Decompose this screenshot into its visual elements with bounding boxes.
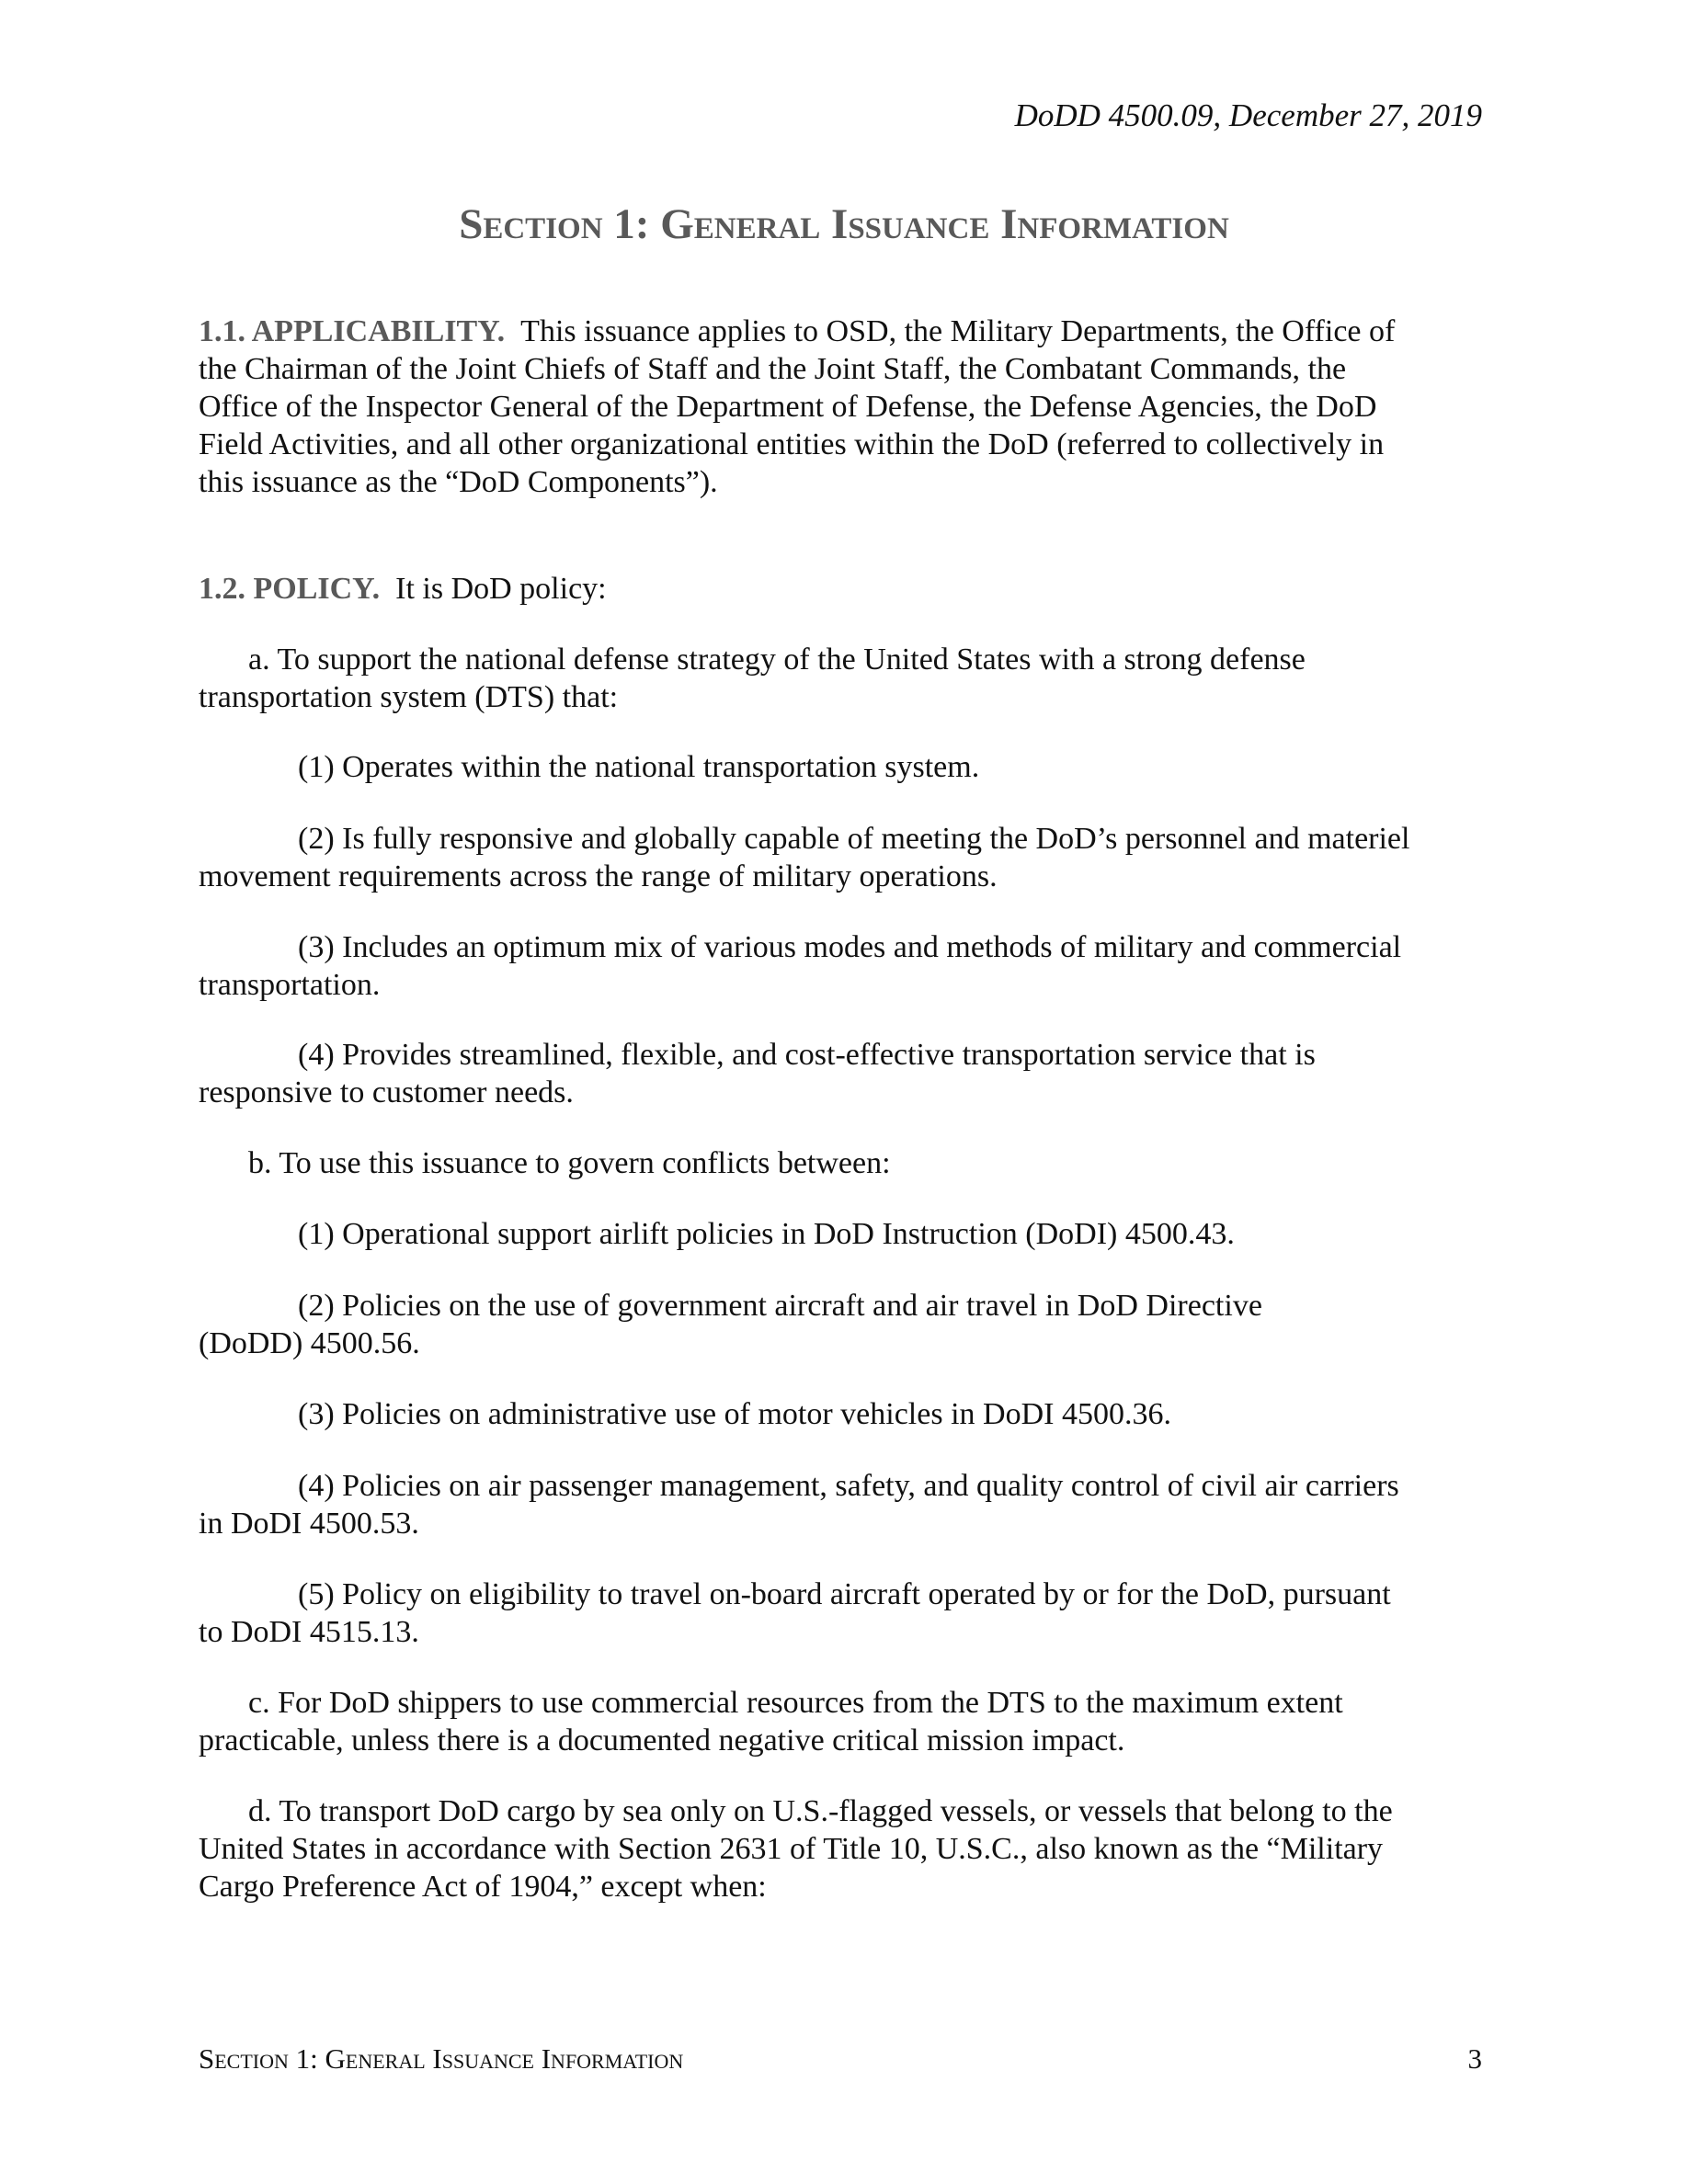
subitem-line: (2) Policies on the use of government aircraft and air travel in DoD Directive — [298, 1289, 1262, 1323]
subitem-line: (4) Provides streamlined, flexible, and cost-effective transportation service that is — [298, 1038, 1316, 1072]
policy-b-subitem-3 — [199, 1395, 1486, 1433]
paragraph-applicability — [199, 313, 1486, 501]
paragraph-policy — [199, 570, 1486, 608]
applicability-line: this issuance as the “DoD Components”). — [199, 465, 718, 499]
policy-b-subitem-2 — [199, 1287, 1486, 1362]
subitem-line: movement requirements across the range of military operations. — [199, 859, 998, 893]
policy-d-line: United States in accordance with Section 2631 of Title 10, U.S.C., also known as the “Military — [199, 1832, 1384, 1866]
policy-item-b — [199, 1144, 1486, 1182]
policy-c-line: practicable, unless there is a documented negative critical mission impact. — [199, 1723, 1125, 1757]
policy-b-subitem-5 — [199, 1575, 1486, 1651]
policy-a-subitem-1 — [199, 748, 1486, 786]
applicability-line: This issuance applies to OSD, the Military Departments, the Office of — [520, 314, 1396, 348]
policy-a-subitem-3 — [199, 928, 1486, 1004]
subitem-line: (5) Policy on eligibility to travel on-board aircraft operated by or for the DoD, pursuant — [298, 1577, 1391, 1611]
policy-c-line: c. For DoD shippers to use commercial resources from the DTS to the maximum extent — [248, 1686, 1343, 1720]
subitem-line: (4) Policies on air passenger management, safety, and quality control of civil air carriers — [298, 1469, 1399, 1503]
policy-b-subitem-1 — [199, 1215, 1486, 1253]
subitem-line: (1) Operates within the national transportation system. — [298, 750, 980, 784]
policy-item-c — [199, 1684, 1486, 1759]
applicability-line: Office of the Inspector General of the Department of Defense, the Defense Agencies, the DoD — [199, 390, 1377, 424]
policy-item-a — [199, 641, 1486, 716]
policy-d-line: Cargo Preference Act of 1904,” except when: — [199, 1870, 767, 1904]
applicability-line: Field Activities, and all other organizational entities within the DoD (referred to collectively in — [199, 427, 1385, 461]
policy-item-d — [199, 1792, 1486, 1905]
section-title: Section 1: General Issuance Information — [459, 200, 1229, 248]
document-header-id: DoDD 4500.09, December 27, 2019 — [1014, 97, 1482, 133]
subitem-line: (1) Operational support airlift policies in DoD Instruction (DoDI) 4500.43. — [298, 1217, 1235, 1251]
footer-section-title: Section 1: General Issuance Information — [199, 2042, 684, 2075]
subitem-line: (2) Is fully responsive and globally capable of meeting the DoD’s personnel and materiel — [298, 822, 1410, 856]
policy-a-line: a. To support the national defense strategy of the United States with a strong defense — [248, 643, 1306, 677]
subitem-line: (3) Policies on administrative use of motor vehicles in DoDI 4500.36. — [298, 1397, 1171, 1431]
policy-d-line: d. To transport DoD cargo by sea only on U.S.-flagged vessels, or vessels that belong to the — [248, 1794, 1393, 1828]
policy-a-line: transportation system (DTS) that: — [199, 680, 619, 714]
subitem-line: to DoDI 4515.13. — [199, 1615, 419, 1649]
policy-intro: It is DoD policy: — [395, 572, 607, 606]
subitem-line: in DoDI 4500.53. — [199, 1507, 419, 1541]
subitem-line: responsive to customer needs. — [199, 1075, 574, 1109]
applicability-line: the Chairman of the Joint Chiefs of Staff and the Joint Staff, the Combatant Commands, the — [199, 352, 1347, 386]
subitem-line: transportation. — [199, 968, 381, 1002]
subitem-line: (3) Includes an optimum mix of various modes and methods of military and commercial — [298, 930, 1402, 964]
page-number: 3 — [1467, 2042, 1482, 2075]
policy-b-line: b. To use this issuance to govern conflicts between: — [248, 1146, 891, 1180]
policy-a-subitem-2 — [199, 820, 1486, 895]
heading-policy: 1.2. POLICY. — [199, 572, 381, 606]
policy-a-subitem-4 — [199, 1036, 1486, 1111]
heading-applicability: 1.1. APPLICABILITY. — [199, 314, 506, 348]
policy-b-subitem-4 — [199, 1467, 1486, 1542]
subitem-line: (DoDD) 4500.56. — [199, 1326, 420, 1360]
